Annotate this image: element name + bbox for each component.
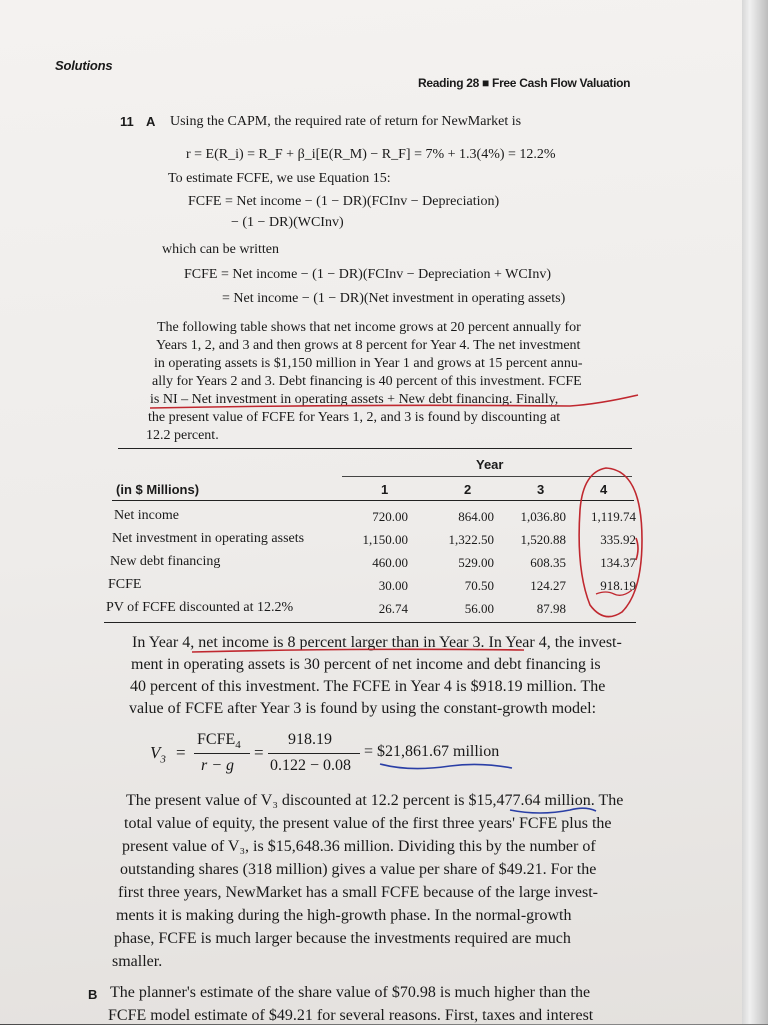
table-cell: 30.00	[378, 578, 408, 593]
table-cell: 1,119.74	[590, 509, 636, 524]
para-line: is NI – Net investment in operating assets + New debt financing. Finally,	[150, 392, 559, 407]
formula-den1: r − g	[201, 757, 235, 774]
blue-underline	[380, 764, 512, 769]
para-line: present value of V₃, is $15,648.36 million. Dividing this by the number of	[122, 838, 596, 855]
table-top-rule	[118, 448, 632, 449]
red-tick	[636, 538, 638, 560]
column-header: 4	[600, 482, 608, 497]
formula-num1: $FCFE_4$	[197, 731, 241, 752]
para-line: 40 percent of this investment. The FCFE in Year 4 is $918.19 million. The	[130, 678, 606, 695]
para-line: 12.2 percent.	[146, 428, 219, 443]
row-label: New debt financing	[110, 554, 221, 569]
column-header: 1	[381, 482, 389, 497]
para-line: first three years, NewMarket has a small FCFE because of the large invest-	[118, 884, 598, 901]
para-line: total value of equity, the present value of the first three years' FCFE plus the	[124, 815, 612, 832]
para-line: Years 1, 2, and 3 and then grows at 8 percent for Year 4. The net investment	[156, 338, 581, 353]
problem-part: A	[146, 114, 156, 129]
para-line: ments it is making during the high-growth phase. In the normal-growth	[116, 907, 572, 924]
column-header: 3	[537, 482, 545, 497]
para-line: ally for Years 2 and 3. Debt financing is 40 percent of this investment. FCFE	[152, 374, 582, 389]
page-edge	[742, 0, 768, 1024]
column-header: 2	[464, 482, 472, 497]
para-line: The following table shows that net income grows at 20 percent annually for	[157, 320, 581, 335]
fraction-bar	[194, 753, 250, 754]
para-line: outstanding shares (318 million) gives a value per share of $49.21. For the	[120, 861, 597, 878]
para-line: the present value of FCFE for Years 1, 2, and 3 is found by discounting at	[148, 410, 561, 425]
table-bottom-rule	[104, 622, 636, 623]
para-line: phase, FCFE is much larger because the investments required are much	[114, 930, 571, 947]
problem-number: 11	[120, 114, 134, 129]
table-cell: 87.98	[536, 601, 566, 616]
table-cell: 1,036.80	[520, 509, 566, 524]
table-unit-label: (in $ Millions)	[116, 482, 200, 497]
part-b-line1: The planner's estimate of the share value of $70.98 is much higher than the	[110, 984, 591, 1001]
para-line: smaller.	[112, 953, 163, 970]
written-text: which can be written	[162, 242, 280, 257]
row-label: Net investment in operating assets	[112, 531, 305, 546]
row-label: Net income	[114, 508, 179, 523]
table-cell: 1,322.50	[448, 532, 494, 547]
para-line: ment in operating assets is 30 percent of net income and debt financing is	[131, 656, 601, 673]
table-cell: 720.00	[372, 509, 408, 524]
formula-lhs: $V_3$	[150, 743, 166, 766]
capm-equation: r = E(R_i) = R_F + β_i[E(R_M) − R_F] = 7% + 1.3(4%) = 12.2%	[186, 147, 556, 162]
fraction-bar	[268, 753, 360, 754]
header-solutions: Solutions	[55, 58, 113, 73]
table-year-header: Year	[476, 457, 504, 472]
table-cell: 608.35	[530, 555, 566, 570]
table-cell: 1,520.88	[520, 532, 566, 547]
table-cell: 70.50	[464, 578, 494, 593]
para-line: In Year 4, net income is 8 percent larger than in Year 3. In Year 4, the invest-	[132, 634, 622, 651]
table-cell: 529.00	[458, 555, 494, 570]
year-rule	[342, 476, 632, 477]
formula-den2: 0.122 − 0.08	[270, 757, 352, 774]
table-cell: 864.00	[458, 509, 494, 524]
estimate-text: To estimate FCFE, we use Equation 15:	[168, 171, 391, 186]
table-cell: 1,150.00	[362, 532, 408, 547]
header-rule	[112, 500, 634, 501]
row-label: FCFE	[108, 577, 142, 592]
fcfe-equation-line2: − (1 − DR)(WCInv)	[231, 215, 344, 230]
table-cell: 124.27	[530, 578, 566, 593]
textbook-page: Solutions Reading 28 ■ Free Cash Flow Valuation 11 A Using the CAPM, the required rate of return for NewMarket is r = E(R_i) = R_F + β_i[E(R_M) − R_F] = 7% + 1.3(4%) = 12.2% To estimate FCFE, we use Equation 15: FCFE = Net income − (1 − DR)(FCInv − Depreciation) − (1 − DR)(WCInv) which can be written FCFE = Net income − (1 − DR)(FCInv − Depreciation + WCInv) = Net income − (1 − DR)(Net investment in operating assets) The following table shows that net income grows at 20 percent annually for Years 1, 2, and 3 and then grows at 8 percent for Year 4. The net investment in operating assets is $1,150 million in Year 1 and grows at 15 percent annu- ally for Years 2 and 3. Debt financing is 40 percent of this investment. FCFE is NI – Net investment in operating assets + New debt financing. Finally, the present value of FCFE for Years 1, 2, and 3 is found by discounting at 12.2 percent. Year (in $ Millions) 1 2 3 4 Net income 720.00 864.00 1,036.80 1,119.74 Net investment in operating assets 1,150.00 1,322.50 1,520.88 335.92 New debt financing 460.00 529.00 608.35 134.37 FCFE 30.00 70.50 124.27 918.19 PV of FCFE discounted at 12.2% 26.74 56.00 87.98 In Year 4, net income is 8 percent larger than in Year 3. In Year 4, the invest- ment in operating assets is 30 percent of net income and debt financing is 40 percent of this investment. The FCFE in Year 4 is $918.19 million. The value of FCFE after Year 3 is found by using the constant-growth model: $V_3$ = $FCFE_4$ r − g = 918.19 0.122 − 0.08 = $21,861.67 million The present value of V₃ discounted at 12.2 percent is $15,477.64 million. The total value of equity, the present value of the first three years' FCFE plus the present value of V₃, is $15,648.36 million. Dividing this by the number of outstanding shares (318 million) gives a value per share of $49.21. For the first three years, NewMarket has a small FCFE because of the large invest- ments it is making during the high-growth phase. In the normal-growth phase, FCFE is much larger because the investments required are much smaller. B The planner's estimate of the share value of $70.98 is much higher than the FCFE model estimate of $49.21 for several reasons. First, taxes and interest	[0, 0, 760, 1024]
table-cell: 335.92	[600, 532, 636, 547]
part-b-line2: FCFE model estimate of $49.21 for several reasons. First, taxes and interest	[108, 1007, 594, 1024]
table-cell: 134.37	[600, 555, 636, 570]
table-cell: 918.19	[600, 578, 636, 593]
row-label: PV of FCFE discounted at 12.2%	[106, 600, 294, 615]
formula-num2: 918.19	[288, 731, 332, 748]
fcfe-equation-line1: FCFE = Net income − (1 − DR)(FCInv − Depreciation)	[188, 194, 500, 209]
formula-result: = $21,861.67 million	[364, 743, 500, 760]
table-cell: 460.00	[372, 555, 408, 570]
table-cell: 56.00	[464, 601, 494, 616]
para-line: value of FCFE after Year 3 is found by using the constant-growth model:	[129, 700, 597, 717]
para-line: The present value of V₃ discounted at 12.2 percent is $15,477.64 million. The	[126, 792, 624, 809]
part-b-label: B	[88, 987, 98, 1002]
table-cell: 26.74	[378, 601, 408, 616]
problem-intro: Using the CAPM, the required rate of return for NewMarket is	[170, 114, 522, 129]
header-reading: Reading 28 ■ Free Cash Flow Valuation	[418, 76, 631, 90]
fcfe-equation-line4: = Net income − (1 − DR)(Net investment in operating assets)	[222, 291, 566, 306]
para-line: in operating assets is $1,150 million in Year 1 and grows at 15 percent annu-	[154, 356, 583, 371]
fcfe-equation-line3: FCFE = Net income − (1 − DR)(FCInv − Depreciation + WCInv)	[184, 267, 552, 282]
